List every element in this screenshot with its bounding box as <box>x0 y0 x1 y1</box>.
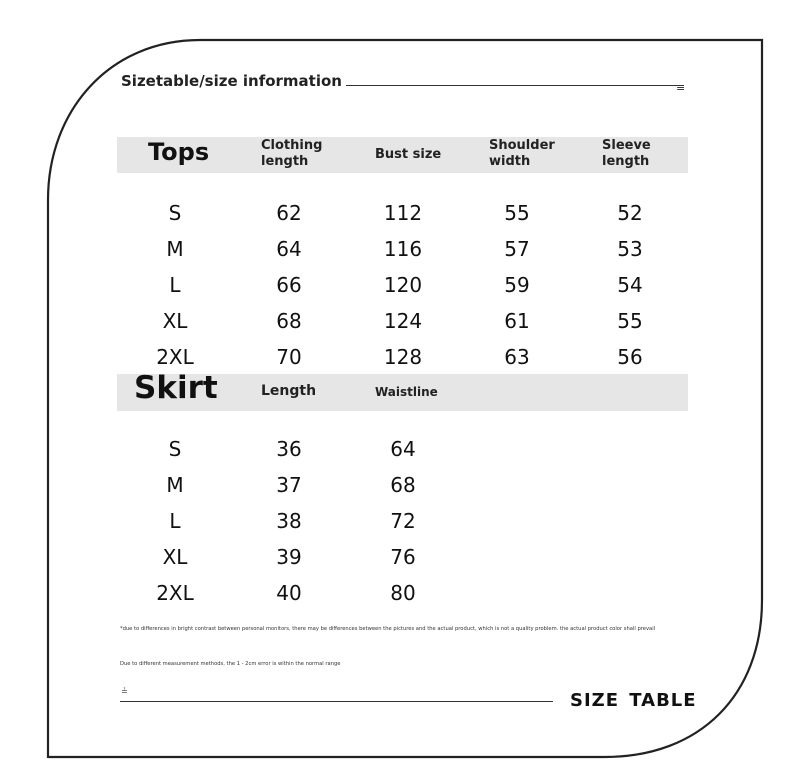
footer-divider <box>120 701 553 702</box>
footer-mark: ≟ <box>121 687 128 696</box>
tops-value-cell: 63 <box>504 345 530 369</box>
skirt-value-cell: 37 <box>276 473 302 497</box>
tops-title: Tops <box>148 138 210 166</box>
tops-col-bust-size: Bust size <box>375 147 442 162</box>
tops-value-cell: 112 <box>383 201 423 225</box>
tops-value-cell: 64 <box>276 237 302 261</box>
skirt-value-cell: 76 <box>390 545 416 569</box>
skirt-value-cell: 64 <box>390 437 416 461</box>
tops-value-cell: 55 <box>504 201 530 225</box>
skirt-value-cell: 80 <box>390 581 416 605</box>
size-table-label: SIZE TABLE <box>570 690 697 711</box>
tops-value-cell: 61 <box>504 309 530 333</box>
tops-value-cell: 62 <box>276 201 302 225</box>
tops-value-cell: 56 <box>617 345 643 369</box>
tops-value-cell: 128 <box>383 345 423 369</box>
skirt-value-cell: 40 <box>276 581 302 605</box>
tops-value-cell: 120 <box>383 273 423 297</box>
skirt-title: Skirt <box>134 370 218 406</box>
tops-value-cell: 124 <box>383 309 423 333</box>
heading-mark: = <box>676 82 686 95</box>
tops-value-cell: 66 <box>276 273 302 297</box>
measurement-error-note: Due to different measurement methods, the 1 - 2cm error is within the normal range <box>120 661 341 667</box>
heading-divider <box>346 85 684 86</box>
tops-col-clothing-length: Clothing length <box>261 138 323 169</box>
tops-value-cell: 54 <box>617 273 643 297</box>
skirt-value-cell: 68 <box>390 473 416 497</box>
tops-value-cell: 116 <box>383 237 423 261</box>
tops-value-cell: 68 <box>276 309 302 333</box>
tops-col-shoulder-width: Shoulder width <box>489 138 555 169</box>
tops-size-label: L <box>169 273 181 297</box>
skirt-col-waistline: Waistline <box>375 385 438 399</box>
skirt-size-label: 2XL <box>156 581 194 605</box>
skirt-size-label: XL <box>162 545 188 569</box>
tops-col-sleeve-length: Sleeve length <box>602 138 651 169</box>
tops-value-cell: 55 <box>617 309 643 333</box>
tops-size-label: S <box>168 201 182 225</box>
page-heading: Sizetable/size information <box>121 72 342 90</box>
tops-size-label: M <box>166 237 184 261</box>
tops-value-cell: 53 <box>617 237 643 261</box>
skirt-size-label: L <box>169 509 181 533</box>
skirt-value-cell: 38 <box>276 509 302 533</box>
tops-value-cell: 59 <box>504 273 530 297</box>
tops-value-cell: 57 <box>504 237 530 261</box>
monitor-color-note: *due to differences in bright contrast between personal monitors, there may be differences between the pictures and the actual product, which is not a quality problem. the actual product color shall prevail <box>120 626 656 632</box>
skirt-value-cell: 72 <box>390 509 416 533</box>
skirt-size-label: M <box>166 473 184 497</box>
tops-size-label: 2XL <box>156 345 194 369</box>
skirt-col-length: Length <box>261 383 317 399</box>
skirt-value-cell: 36 <box>276 437 302 461</box>
tops-value-cell: 52 <box>617 201 643 225</box>
tops-value-cell: 70 <box>276 345 302 369</box>
skirt-size-label: S <box>168 437 182 461</box>
tops-size-label: XL <box>162 309 188 333</box>
skirt-value-cell: 39 <box>276 545 302 569</box>
